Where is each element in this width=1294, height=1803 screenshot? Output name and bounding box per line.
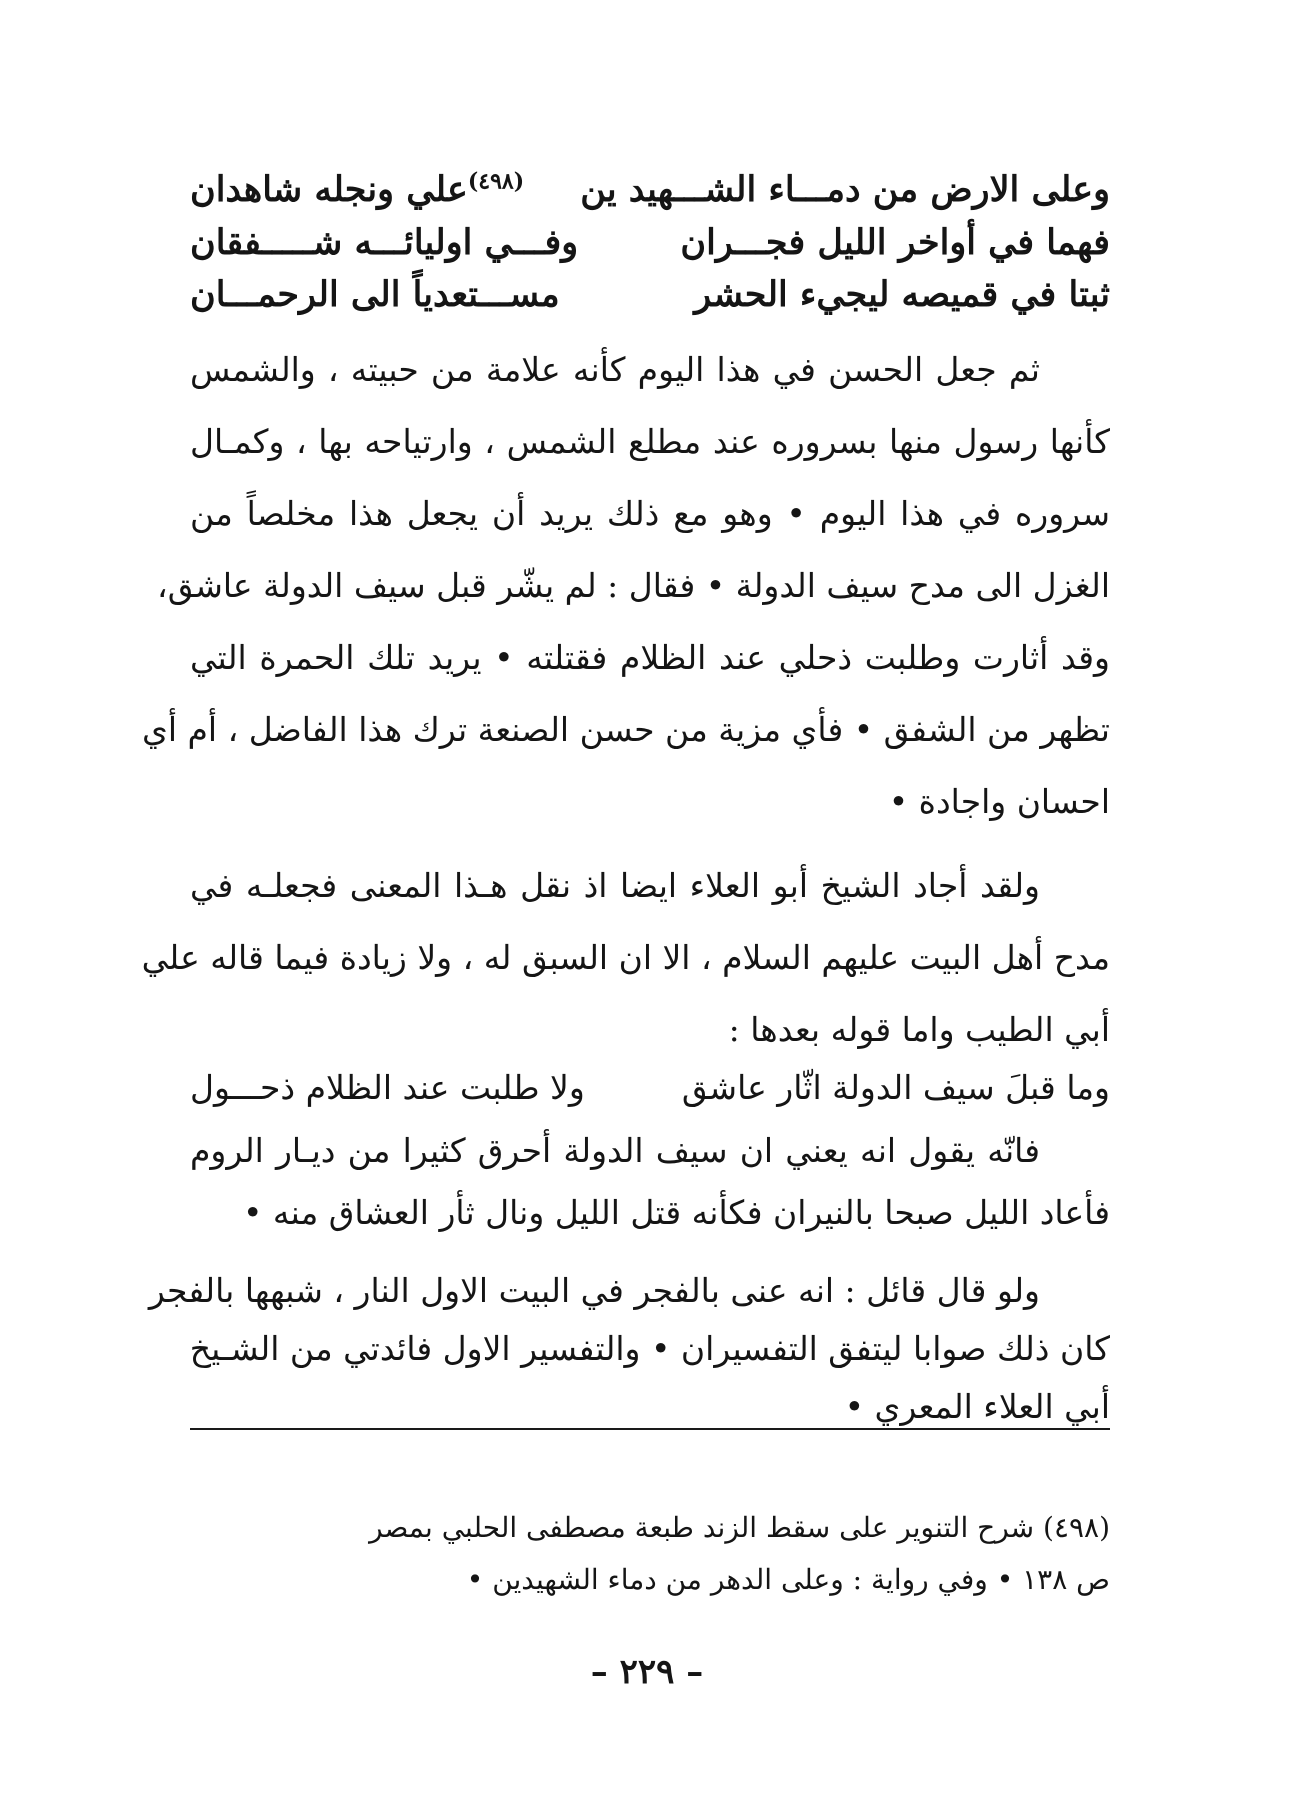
paragraph-1-line: كأنها رسول منها بسروره عند مطلع الشمس ، وارتياحه بها ، وكمـال xyxy=(190,422,1110,461)
paragraph-1-line: ثم جعل الحسن في هذا اليوم كأنه علامة من حبيته ، والشمس xyxy=(190,350,1040,389)
paragraph-3-line: فأعاد الليل صبحا بالنيران فكأنه قتل الليل ونال ثأر العشاق منه • xyxy=(242,1193,1110,1232)
paragraph-1-line: تظهر من الشفق • فأي مزية من حسن الصنعة ترك هذا الفاضل ، أم أي xyxy=(142,710,1110,749)
verse-line-1 xyxy=(190,163,1110,217)
paragraph-2-line: أبي الطيب واما قوله بعدها : xyxy=(728,1010,1110,1049)
verse-1-right-hemistich: وعلى الارض من دمـــاء الشـــهيد ين xyxy=(580,169,1110,210)
verse-line-3 xyxy=(190,268,1110,322)
footnote xyxy=(190,1502,1110,1606)
paragraph-2 xyxy=(141,850,1110,1066)
quoted-verse xyxy=(190,1058,1110,1118)
verse-1-left-hemistich xyxy=(190,163,524,217)
paragraph-1-line: احسان واجادة • xyxy=(888,782,1110,821)
paragraph-1-line: وقد أثارت وطلبت ذحلي عند الظلام فقتلته • يريد تلك الحمرة التي xyxy=(190,638,1110,677)
paragraph-4-line: أبي العلاء المعري • xyxy=(844,1387,1110,1426)
paragraph-3 xyxy=(190,1120,1110,1244)
verse-2-right-hemistich: فهما في أواخر الليل فجـــران xyxy=(680,222,1110,263)
quoted-verse-left-hemistich: ولا طلبت عند الظلام ذحـــول xyxy=(190,1068,585,1107)
paragraph-4-line: ولو قال قائل : انه عنى بالفجر في البيت الاول النار ، شبهها بالفجر xyxy=(148,1271,1040,1310)
verse-2-left-hemistich: وفـــي اوليائـــه شـــــفقان xyxy=(190,222,579,263)
footnote-line: ص ١٣٨ • وفي رواية : وعلى الدهر من دماء الشهيدين • xyxy=(466,1563,1110,1596)
paragraph-2-line: ولقد أجاد الشيخ أبو العلاء ايضا اذ نقل هـذا المعنى فجعلـه في xyxy=(190,866,1040,905)
footnote-separator xyxy=(190,1428,1110,1430)
paragraph-1 xyxy=(142,334,1110,838)
paragraph-1-line: الغزل الى مدح سيف الدولة • فقال : لم يشّر قبل سيف الدولة عاشق، xyxy=(157,566,1110,605)
footnote-line: (٤٩٨) شرح التنوير على سقط الزند طبعة مصطفى الحلبي بمصر xyxy=(369,1511,1110,1544)
paragraph-4 xyxy=(148,1262,1110,1436)
verse-line-2 xyxy=(190,216,1110,270)
paragraph-1-line: سروره في هذا اليوم • وهو مع ذلك يريد أن يجعل هذا مخلصاً من xyxy=(190,494,1110,533)
page-number: – ٢٢٩ – xyxy=(590,1652,704,1692)
paragraph-4-line: كان ذلك صوابا ليتفق التفسيران • والتفسير الاول فائدتي من الشـيخ xyxy=(189,1329,1110,1368)
verse-3-left-hemistich: مســـتعدياً الى الرحمـــان xyxy=(190,274,560,315)
verse-1-left-text: علي ونجله شاهدان xyxy=(190,169,468,210)
paragraph-2-line: مدح أهل البيت عليهم السلام ، الا ان السبق له ، ولا زيادة فيما قاله علي xyxy=(141,938,1110,977)
verse-3-right-hemistich: ثبتا في قميصه ليجيء الحشر xyxy=(694,274,1110,315)
quoted-verse-right-hemistich: وما قبلَ سيف الدولة اثّار عاشق xyxy=(681,1068,1110,1107)
footnote-marker: (٤٩٨) xyxy=(467,168,525,195)
paragraph-3-line: فانّه يقول انه يعني ان سيف الدولة أحرق كثيرا من ديـار الروم xyxy=(190,1131,1040,1170)
